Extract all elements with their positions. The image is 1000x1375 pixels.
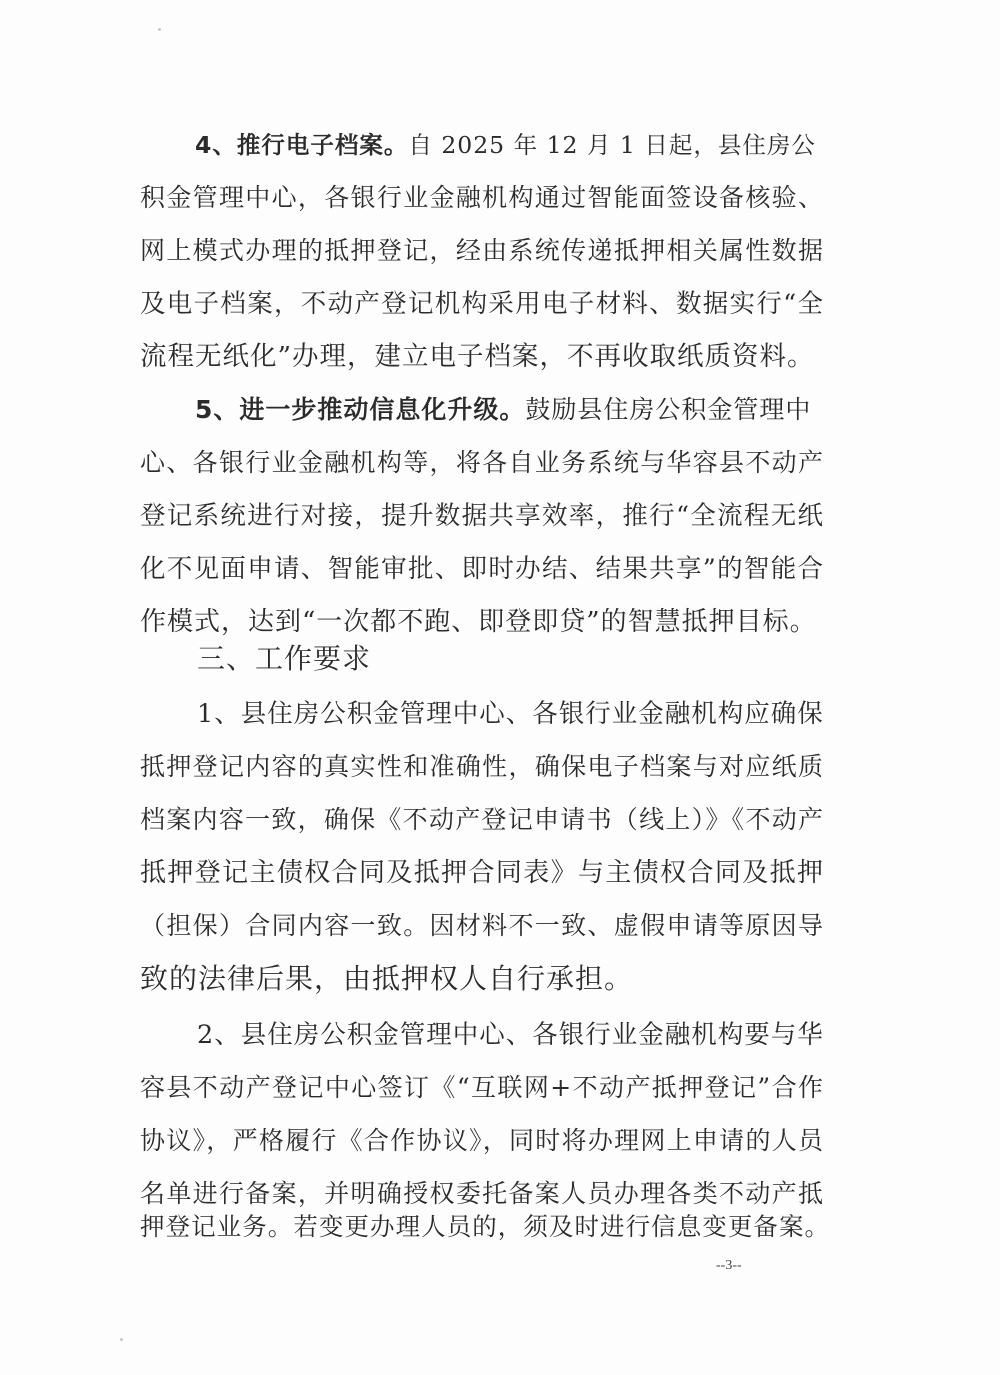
line-text: 化不见面申请、智能审批、即时办结、结果共享”的智能合	[140, 554, 824, 584]
line-text: 协议》，严格履行《合作协议》，同时将办理网上申请的人员	[140, 1126, 824, 1155]
line-text: 抵押登记内容的真实性和准确性，确保电子档案与对应纸质	[140, 752, 824, 781]
line-text: 2、县住房公积金管理中心、各银行业金融机构要与华	[197, 1020, 824, 1050]
paragraph-line	[140, 899, 824, 953]
line-text: 押登记业务。若变更办理人员的，须及时进行信息变更备案。	[140, 1212, 830, 1241]
line-text: 及电子档案，不动产登记机构采用电子材料、数据实行“全	[140, 289, 824, 319]
paragraph-line	[140, 793, 824, 847]
line-text: 作模式，达到“一次都不跑、即登即贷”的智慧抵押目标。	[140, 607, 817, 637]
page-number: --3--	[716, 1258, 742, 1273]
line-text: 积金管理中心，各银行业金融机构通过智能面签设备核验、	[140, 183, 824, 212]
paragraph-line	[197, 687, 825, 741]
paragraph-line	[197, 1008, 825, 1062]
paragraph-line	[140, 1061, 824, 1115]
paragraph-line	[140, 171, 824, 225]
line-text: 心、各银行业金融机构等，将各自业务系统与华容县不动产	[140, 448, 824, 477]
paragraph-line	[140, 740, 824, 794]
section-heading	[197, 632, 497, 686]
line-text: 致的法律后果，由抵押权人自行承担。	[140, 962, 634, 995]
paragraph-line	[140, 1114, 824, 1168]
paragraph-line	[140, 1200, 830, 1254]
paragraph-line	[140, 277, 824, 331]
paragraph-line	[140, 330, 824, 384]
item-heading: 4、推行电子档案。	[195, 131, 409, 159]
line-text: 登记系统进行对接，提升数据共享效率，推行“全流程无纸	[140, 501, 824, 531]
item-heading: 5、进一步推动信息化升级。	[195, 395, 526, 424]
paragraph-line	[140, 224, 824, 278]
line-text: 网上模式办理的抵押登记，经由系统传递抵押相关属性数据	[140, 236, 824, 265]
line-text: 三、工作要求	[197, 642, 372, 675]
line-text: （担保）合同内容一致。因材料不一致、虚假申请等原因导	[140, 911, 824, 940]
line-text: 容县不动产登记中心签订《“互联网+不动产抵押登记”合作	[140, 1073, 824, 1102]
paragraph-line	[140, 952, 824, 1006]
line-text: 自 2025 年 12 月 1 日起，县住房公	[408, 131, 816, 159]
line-text: 鼓励县住房公积金管理中	[525, 395, 812, 424]
paragraph-line	[140, 436, 824, 490]
paragraph-line	[195, 383, 820, 437]
paragraph-line	[140, 542, 824, 596]
line-text: 抵押登记主债权合同及抵押合同表》与主债权合同及抵押	[140, 858, 824, 888]
line-text: 1、县住房公积金管理中心、各银行业金融机构应确保	[197, 699, 824, 729]
scan-speck	[158, 28, 161, 31]
paragraph-line	[140, 846, 824, 900]
paragraph-line	[195, 118, 815, 172]
paragraph-line	[140, 489, 824, 543]
scan-speck	[120, 1338, 123, 1341]
line-text: 名单进行备案，并明确授权委托备案人员办理各类不动产抵	[140, 1179, 824, 1208]
line-text: 档案内容一致，确保《不动产登记申请书（线上）》《不动产	[140, 805, 824, 834]
line-text: 流程无纸化”办理，建立电子档案，不再收取纸质资料。	[140, 341, 815, 372]
